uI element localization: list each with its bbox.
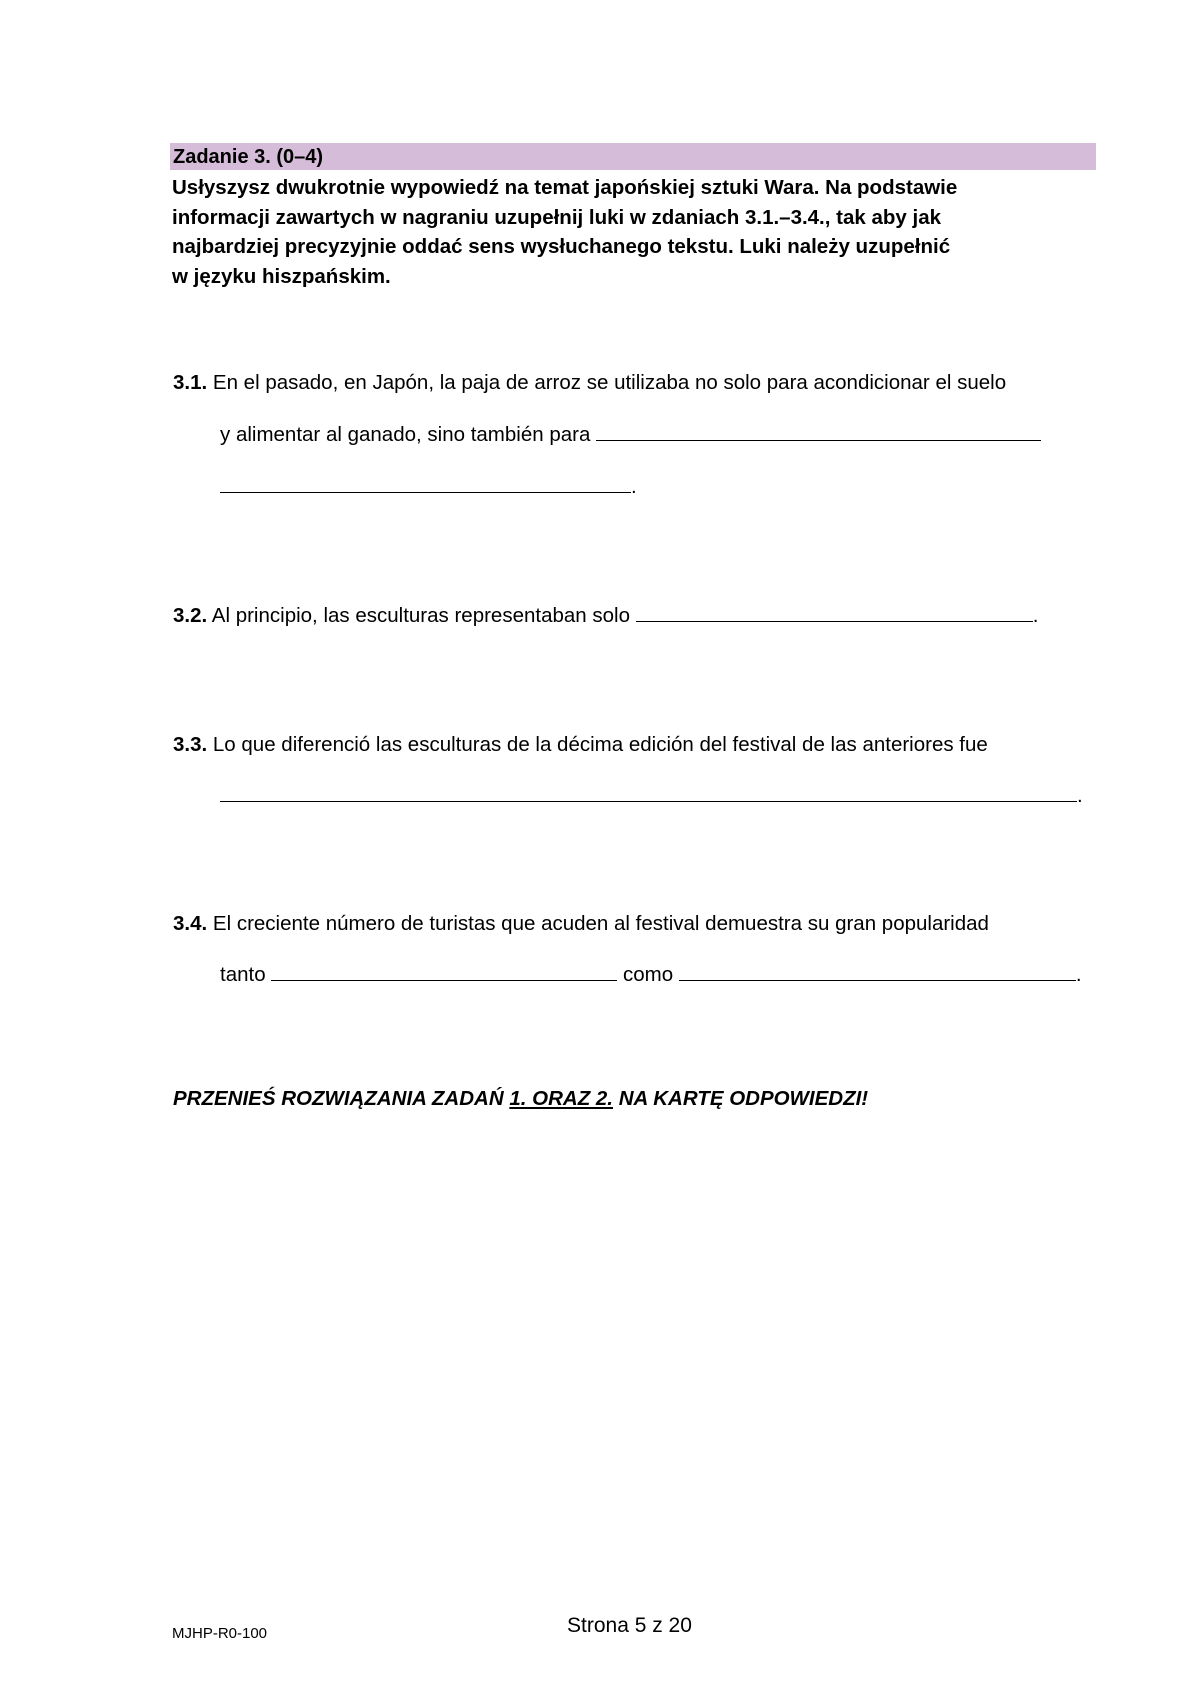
transfer-note-text: NA KARTĘ ODPOWIEDZI! [613, 1087, 869, 1110]
instruction-line: najbardziej precyzyjnie oddać sens wysłuchanego tekstu. Luki należy uzupełnić [172, 235, 951, 258]
page-number: Strona 5 z 20 [567, 1614, 692, 1637]
sentence-end: . [1077, 784, 1083, 807]
transfer-note-tasks: 1. ORAZ 2. [509, 1087, 614, 1110]
question-number: 3.1. [173, 371, 208, 394]
question-3-3-line-2 [220, 783, 1083, 808]
question-3-4-line-1 [173, 912, 989, 936]
instruction-line: Usłyszysz dwukrotnie wypowiedź na temat japońskiej sztuki Wara. Na podstawie [172, 176, 958, 199]
transfer-note-text: PRZENIEŚ ROZWIĄZANIA ZADAŃ [173, 1087, 510, 1110]
question-text: y alimentar al ganado, sino también para [220, 423, 591, 446]
answer-blank-3-2[interactable] [636, 603, 1033, 622]
question-text: El creciente número de turistas que acuden al festival demuestra su gran popularidad [212, 912, 989, 935]
sentence-end: . [1075, 963, 1082, 986]
instruction-line: informacji zawartych w nagraniu uzupełnij luki w zdaniach 3.1.–3.4., tak aby jak [172, 205, 941, 229]
sentence-end: . [631, 475, 637, 498]
question-3-1-line-3 [220, 474, 637, 499]
task-header: Zadanie 3. (0–4) [173, 146, 324, 168]
answer-blank-3-1a[interactable] [596, 422, 1041, 441]
question-3-1-line-2 [220, 422, 1041, 447]
answer-blank-3-3[interactable] [220, 783, 1077, 802]
question-number: 3.3. [173, 733, 208, 756]
instruction-line: w języku hiszpańskim. [172, 264, 391, 288]
answer-blank-3-1b[interactable] [220, 474, 631, 493]
question-text: En el pasado, en Japón, la paja de arroz se utilizaba no solo para acondicionar el suelo [212, 371, 1007, 394]
exam-code: MJHP-R0-100 [172, 1625, 268, 1642]
question-number: 3.4. [173, 912, 208, 935]
question-3-4-line-2 [220, 962, 1082, 987]
transfer-note [173, 1087, 868, 1111]
question-3-1-line-1 [173, 371, 1006, 395]
question-text: Lo que diferenció las esculturas de la décima edición del festival de las anteriores fue [212, 733, 988, 756]
answer-blank-3-4a[interactable] [271, 962, 617, 981]
question-number: 3.2. [173, 604, 208, 627]
question-text: tanto [220, 963, 266, 986]
sentence-end: . [1032, 604, 1039, 627]
task-instructions [172, 173, 1072, 291]
question-text: Al principio, las esculturas representaban solo [211, 604, 630, 627]
question-3-2 [173, 603, 1038, 628]
answer-blank-3-4b[interactable] [679, 962, 1076, 981]
question-3-3-line-1 [173, 733, 988, 757]
question-text: como [623, 963, 674, 986]
